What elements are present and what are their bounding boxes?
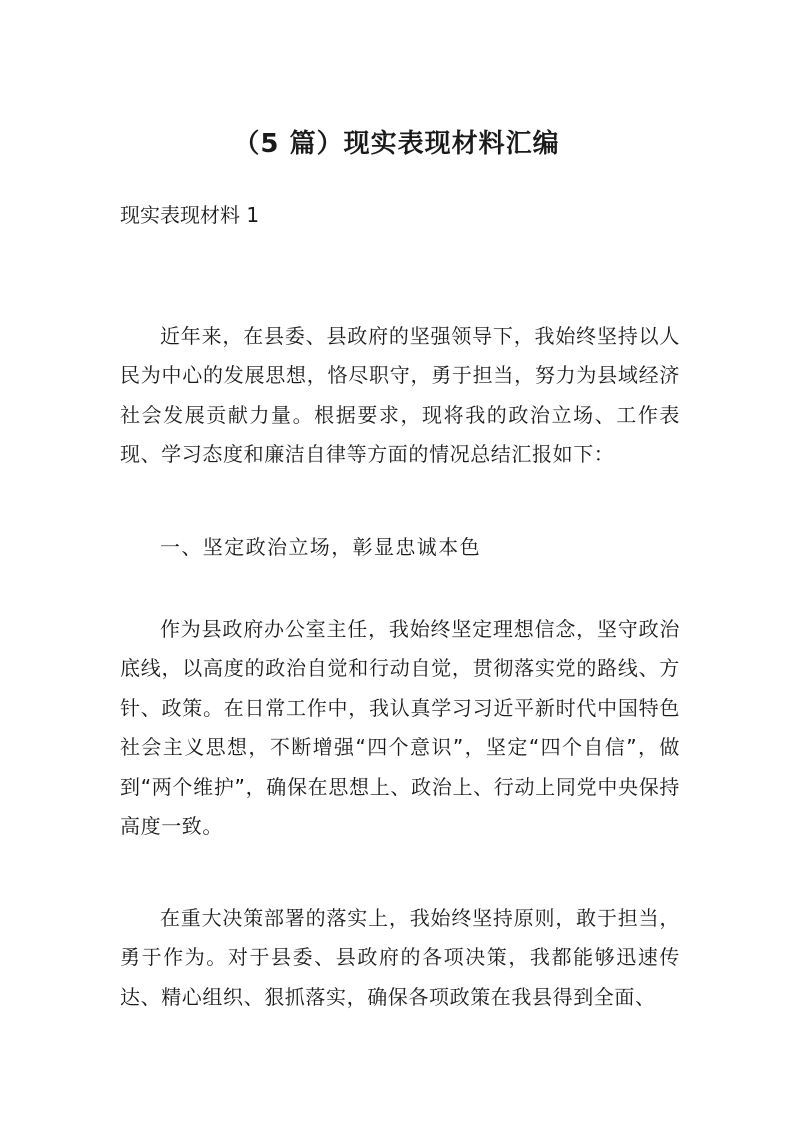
paragraph-intro: 近年来，在县委、县政府的坚强领导下，我始终坚持以人民为中心的发展思想，恪尽职守，勇于担当，努力为县域经济社会发展贡献力量。根据要求，现将我的政治立场、工作表现、学习态度和廉洁自律等方面的情况总结汇报如下： — [120, 324, 680, 467]
section-heading: 一、坚定政治立场，彰显忠诚本色 — [160, 535, 481, 559]
document-title: （5 篇）现实表现材料汇编 — [233, 129, 560, 159]
paragraph-political-stance: 作为县政府办公室主任，我始终坚定理想信念，坚守政治底线，以高度的政治自觉和行动自觉，贯彻落实党的路线、方针、政策。在日常工作中，我认真学习习近平新时代中国特色社会主义思想，不断增强“四个意识”，坚定“四个自信”，做到“两个维护”，确保在思想上、政治上、行动上同党中央保持高度一致。 — [120, 617, 680, 839]
section-subtitle: 现实表现材料 1 — [120, 203, 260, 227]
paragraph-decision-implementation: 在重大决策部署的落实上，我始终坚持原则，敢于担当，勇于作为。对于县委、县政府的各项决策，我都能够迅速传达、精心组织、狠抓落实，确保各项政策在我县得到全面、 — [120, 906, 680, 1009]
